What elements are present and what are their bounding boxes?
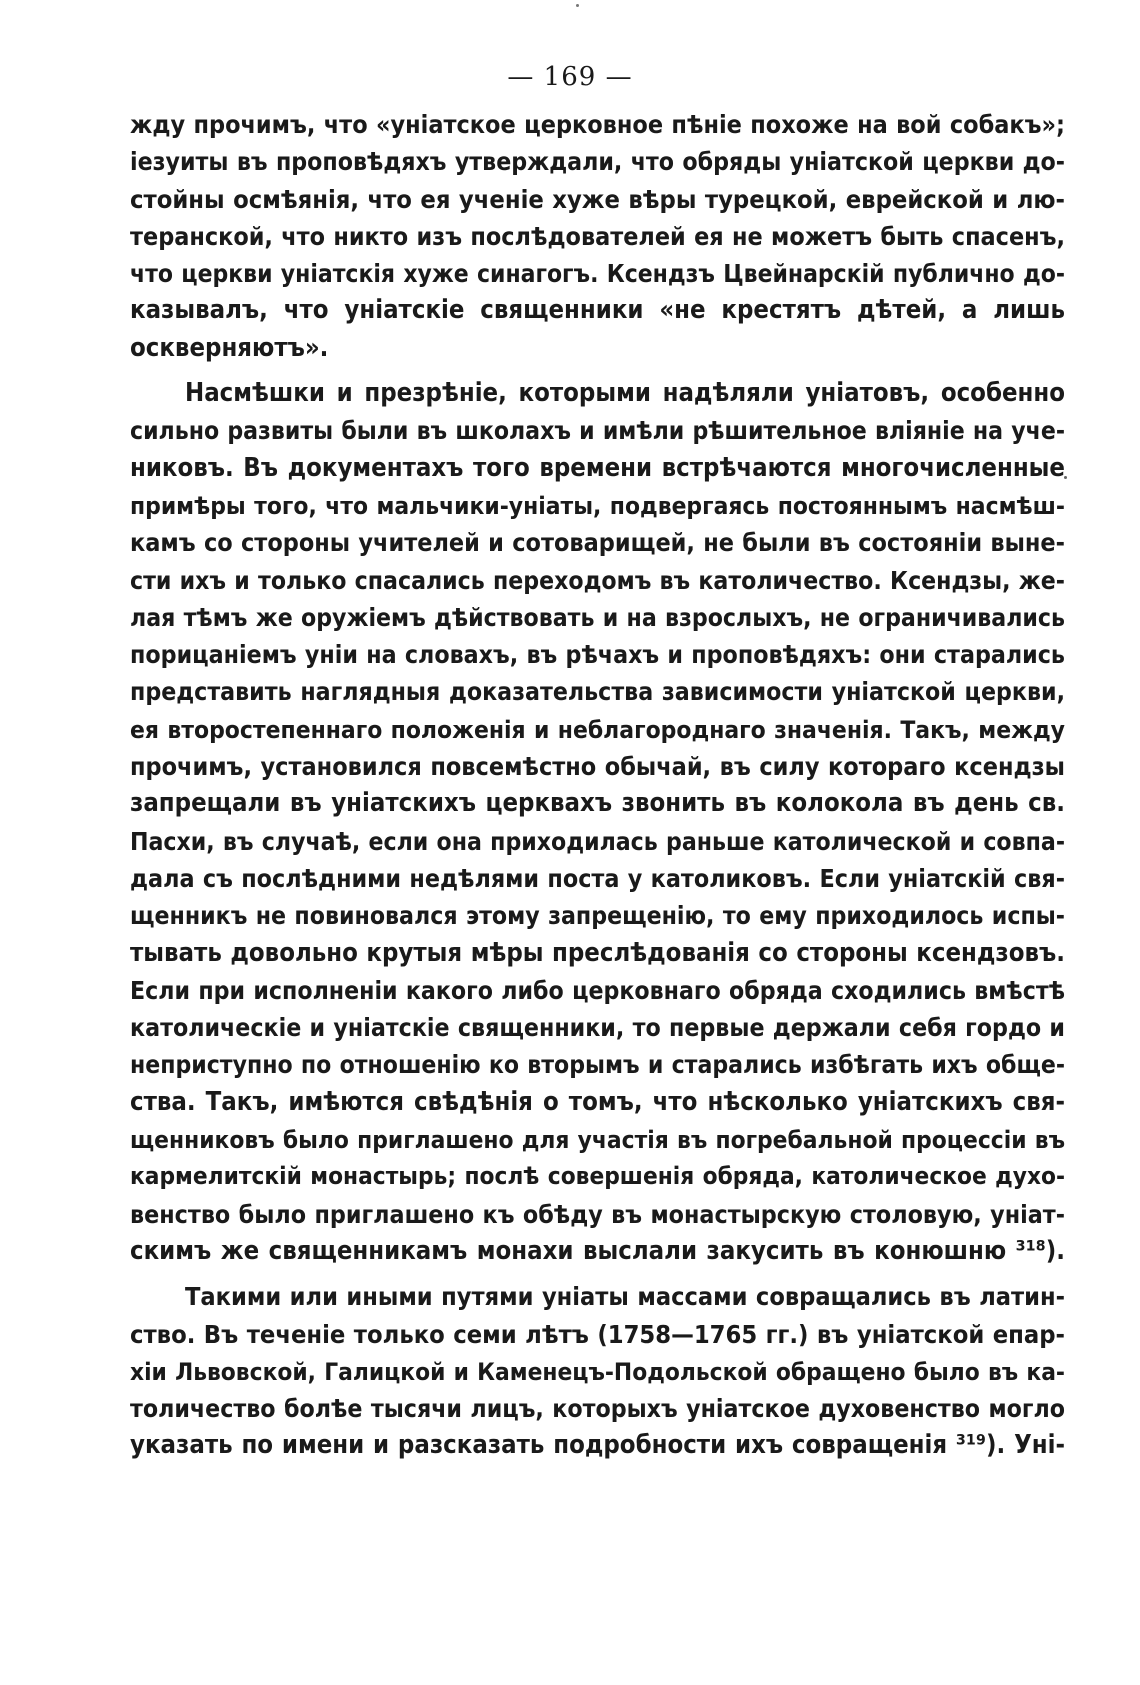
- text-line: щенникъ не повиновался этому запрещенію, то ему приходилось испы-: [130, 901, 1065, 931]
- text-line: жду прочимъ, что «уніатское церковное пѣніе похоже на вой собакъ»;: [130, 110, 1065, 139]
- text-line: Пасхи, въ случаѣ, если она приходилась раньше католической и совпа-: [130, 826, 1065, 856]
- text-line: лая тѣмъ же оружіемъ дѣйствовать и на взрослыхъ, не ограничивались: [130, 602, 1065, 632]
- paragraph-2: [130, 375, 1065, 1270]
- paragraph-gap: [130, 1270, 1065, 1278]
- text-line: прочимъ, установился повсемѣстно обычай, въ силу котораго ксендзы: [130, 752, 1065, 782]
- text-line: скимъ же священникамъ монахи выслали закусить въ конюшню ³¹⁸).: [130, 1235, 1065, 1266]
- text-line: оскверняютъ».: [130, 332, 329, 363]
- text-line: порицаніемъ уніи на словахъ, въ рѣчахъ и проповѣдяхъ: они старались: [130, 640, 1065, 670]
- text-line: теранской, что никто изъ послѣдователей ея не можетъ быть спасенъ,: [130, 221, 1065, 251]
- text-line: запрещали въ уніатскихъ церквахъ звонить въ колокола въ день св.: [130, 788, 1065, 819]
- text-line: ство. Въ теченіе только семи лѣтъ (1758—1765 гг.) въ уніатской епар-: [130, 1319, 1065, 1349]
- text-line: толичество болѣе тысячи лицъ, которыхъ уніатское духовенство могло: [130, 1394, 1065, 1424]
- text-line: тывать довольно крутыя мѣры преслѣдованія со стороны ксендзовъ.: [130, 937, 1065, 968]
- text-line: указать по имени и разсказать подробности ихъ совращенія ³¹⁹). Уні-: [130, 1430, 1065, 1461]
- body-text: [130, 106, 1065, 1465]
- paragraph-gap: [130, 367, 1065, 375]
- text-line: Такими или иными путями уніаты массами совращались въ латин-: [185, 1282, 1065, 1312]
- text-line: ства. Такъ, имѣются свѣдѣнія о томъ, что нѣсколько уніатскихъ свя-: [130, 1086, 1065, 1117]
- text-line: кармелитскій монастырь; послѣ совершенія обряда, католическое духо-: [130, 1162, 1065, 1191]
- text-line: что церкви уніатскія хуже синагогъ. Ксендзъ Цвейнарскій публично до-: [130, 259, 1065, 289]
- text-line: неприступно по отношенію ко вторымъ и старались избѣгать ихъ обще-: [130, 1050, 1065, 1080]
- text-line: щенниковъ было приглашено для участія въ погребальной процессіи въ: [130, 1125, 1065, 1155]
- text-line: ея второстепеннаго положенія и неблагороднаго значенія. Такъ, между: [130, 714, 1065, 744]
- paragraph-3: [130, 1278, 1065, 1464]
- paragraph-1: [130, 106, 1065, 367]
- text-line: сильно развиты были въ школахъ и имѣли рѣшительное вліяніе на уче-: [130, 416, 1065, 446]
- text-line: никовъ. Въ документахъ того времени встрѣчаются многочисленные: [130, 452, 1065, 483]
- text-line: представить наглядныя доказательства зависимости уніатской церкви,: [130, 677, 1065, 707]
- text-line: сти ихъ и только спасались переходомъ въ католичество. Ксендзы, же-: [130, 565, 1065, 595]
- text-line: Насмѣшки и презрѣніе, которыми надѣляли уніатовъ, особенно: [185, 378, 1065, 409]
- text-line: примѣры того, что мальчики-уніаты, подвергаясь постояннымъ насмѣш-: [130, 490, 1065, 520]
- text-line: казывалъ, что уніатскіе священники «не крестятъ дѣтей, а лишь: [130, 295, 1065, 326]
- text-line: дала съ послѣдними недѣлями поста у католиковъ. Если уніатскій свя-: [130, 863, 1065, 893]
- text-line: Если при исполненіи какого либо церковнаго обряда сходились вмѣстѣ: [130, 975, 1065, 1005]
- text-line: камъ со стороны учителей и сотоварищей, не были въ состояніи выне-: [130, 528, 1065, 558]
- text-line: католическіе и уніатскіе священники, то первые держали себя гордо и: [130, 1013, 1065, 1043]
- text-line: іезуиты въ проповѣдяхъ утверждали, что обряды уніатской церкви до-: [130, 147, 1065, 177]
- text-line: стойны осмѣянія, что ея ученіе хуже вѣры турецкой, еврейской и лю-: [130, 183, 1065, 214]
- text-line: хіи Львовской, Галицкой и Каменецъ-Подольской обращено было въ ка-: [130, 1356, 1065, 1386]
- text-line: венство было приглашено къ обѣду въ монастырскую столовую, уніат-: [130, 1199, 1065, 1229]
- print-speck: [576, 4, 579, 7]
- page-number: — 169 —: [507, 62, 633, 92]
